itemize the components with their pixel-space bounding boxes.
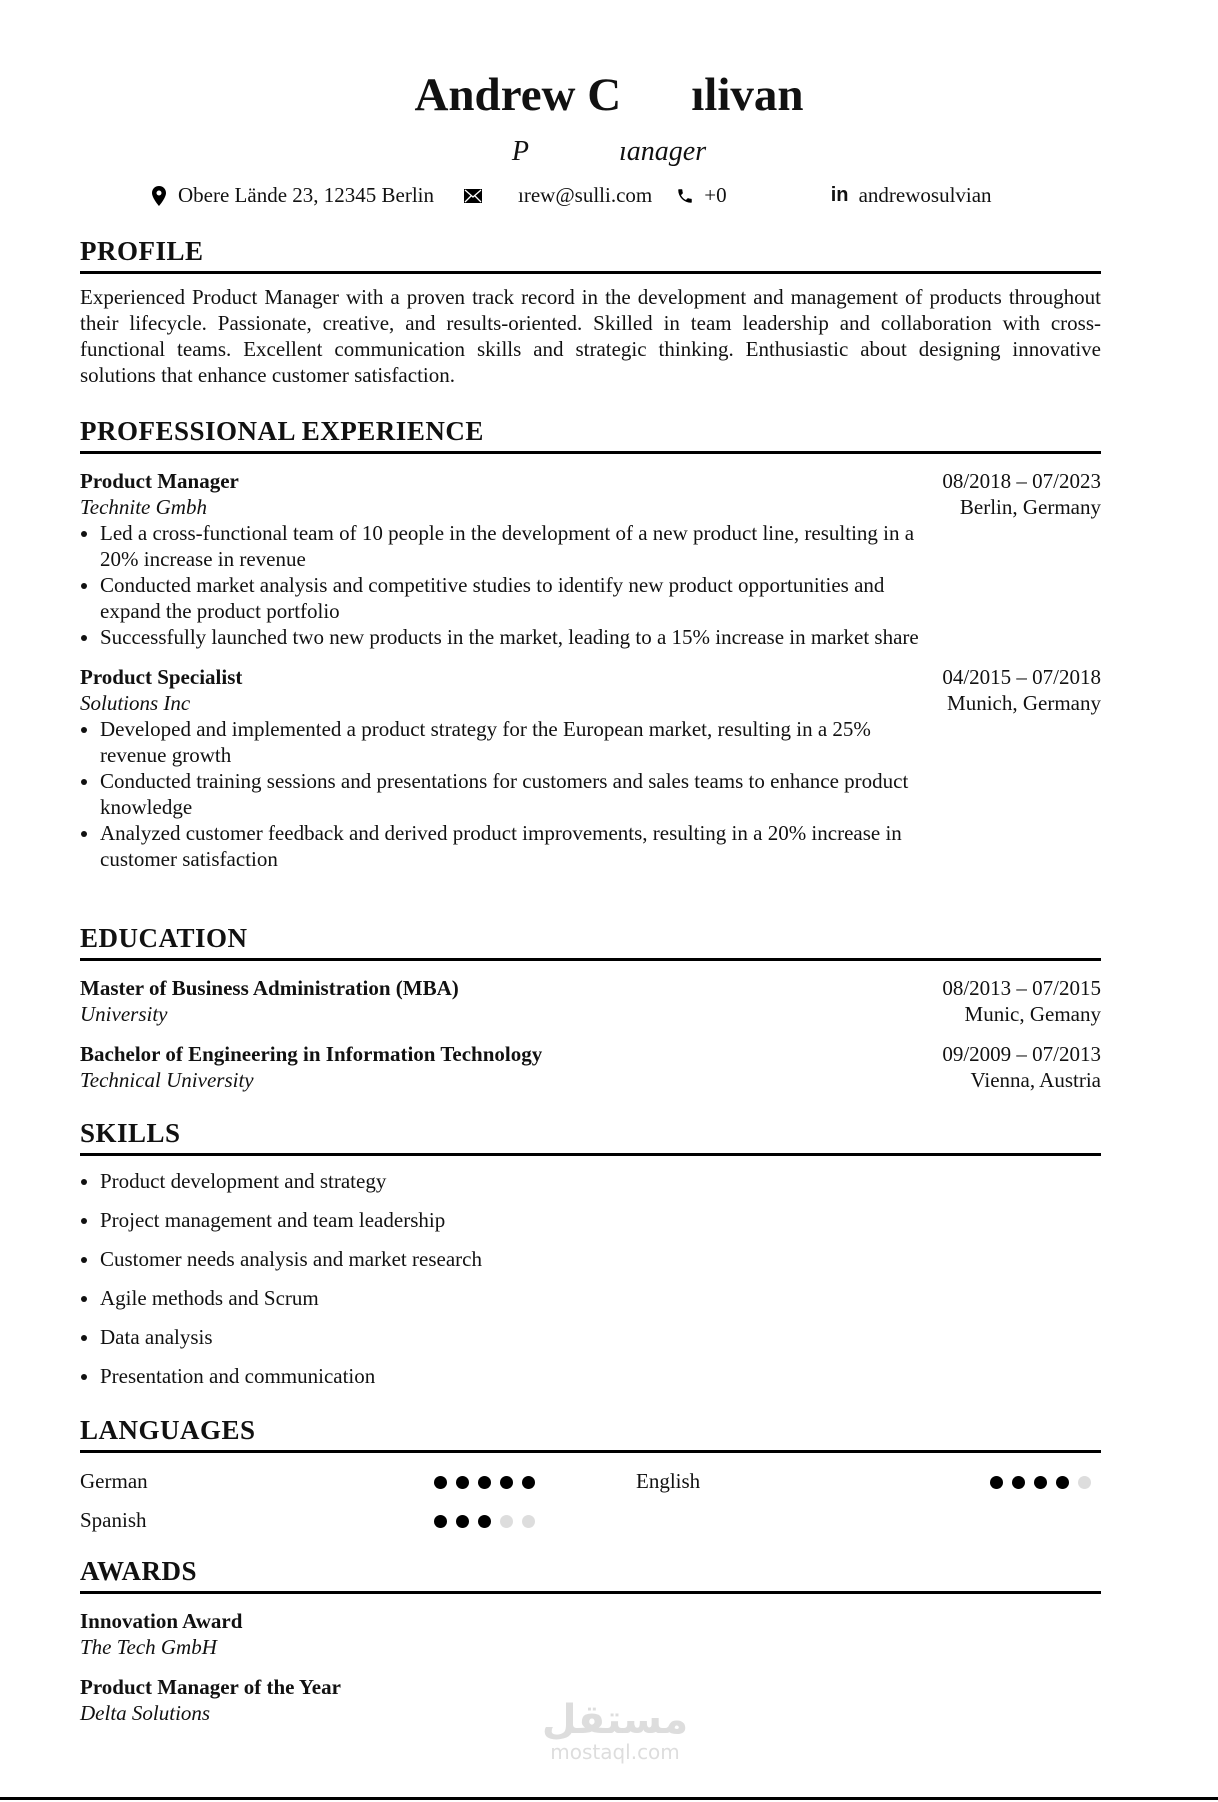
contact-bar	[150, 183, 1050, 208]
name-part: Andrew C	[414, 69, 622, 121]
profile-text: Experienced Product Manager with a proven track record in the development and management of products throughout their lifecycle. Passionate, creative, and results-oriented. Skilled in team leadership and collaboration with cross-functional teams. Excellent communication skills and strategic thinking. Enthusiastic about designing innovative solutions that enhance customer satisfaction.	[80, 285, 1101, 387]
page-bottom-border	[0, 1797, 1218, 1800]
rating-dot-empty	[1078, 1476, 1091, 1489]
rating-dot-empty	[500, 1515, 513, 1528]
title-part: ıanager	[619, 136, 707, 167]
bullet-list	[80, 716, 942, 872]
address-text: Obere Lände 23, 12345 Berlin	[178, 183, 435, 207]
award-org: Delta Solutions	[80, 1701, 211, 1725]
skill-item: • Data analysis	[100, 1318, 942, 1357]
award-title: Product Manager of the Year	[80, 1675, 341, 1699]
section-heading: PROFILE	[80, 236, 1101, 274]
section-heading: SKILLS	[80, 1118, 1101, 1156]
linkedin-text[interactable]: andrewosulvian	[858, 183, 992, 207]
experience-entry	[80, 664, 1101, 872]
experience-section	[80, 416, 1101, 872]
name-part: ılivan	[691, 69, 804, 121]
dates: 08/2018 – 07/2023	[942, 469, 1101, 493]
award-entry	[80, 1608, 1101, 1660]
skills-section	[80, 1118, 1101, 1396]
award-org: The Tech GmbH	[80, 1635, 217, 1659]
rating-dot-filled	[478, 1476, 491, 1489]
rating-dot-filled	[990, 1476, 1003, 1489]
bullet: • Conducted training sessions and presentations for customers and sales teams to enhance product knowledge	[100, 768, 942, 820]
languages-section	[80, 1415, 1101, 1555]
section-heading: EDUCATION	[80, 923, 1101, 961]
rating-dot-filled	[1034, 1476, 1047, 1489]
watermark-latin: mostaql.com	[550, 1740, 680, 1764]
candidate-name	[0, 68, 1218, 122]
watermark-arabic: مستقل	[541, 1697, 689, 1743]
bullet: • Successfully launched two new products in the market, leading to a 15% increase in market share	[100, 624, 942, 650]
bullet: • Led a cross-functional team of 10 people in the development of a new product line, resulting in a 20% increase in revenue	[100, 520, 942, 572]
rating-dot-empty	[522, 1515, 535, 1528]
contact-address	[150, 183, 434, 208]
email-text[interactable]: ırew@sulli.com	[518, 183, 653, 207]
location: Munic, Gemany	[964, 1002, 1101, 1026]
phone-text[interactable]: +0	[704, 183, 727, 207]
bullet-list	[80, 520, 942, 650]
profile-section	[80, 236, 1101, 388]
contact-email[interactable]	[464, 183, 652, 208]
section-heading: AWARDS	[80, 1556, 1101, 1594]
bullet: • Developed and implemented a product strategy for the European market, resulting in a 25% revenue growth	[100, 716, 942, 768]
language-name: Spanish	[80, 1508, 147, 1532]
envelope-icon	[464, 186, 482, 206]
school: Technical University	[80, 1068, 254, 1092]
rating-dot-filled	[434, 1515, 447, 1528]
language-name: English	[636, 1469, 701, 1493]
location: Berlin, Germany	[959, 495, 1101, 519]
rating-dot-filled	[1056, 1476, 1069, 1489]
education-entry	[80, 1041, 1101, 1093]
language-rating	[434, 1515, 535, 1528]
school: University	[80, 1002, 168, 1026]
job-role: Product Specialist	[80, 665, 243, 689]
rating-dot-filled	[1012, 1476, 1025, 1489]
education-entry	[80, 975, 1101, 1027]
map-pin-icon	[150, 186, 168, 206]
award-title: Innovation Award	[80, 1609, 243, 1633]
degree: Bachelor of Engineering in Information Technology	[80, 1042, 543, 1066]
contact-phone[interactable]	[676, 183, 726, 208]
section-heading: LANGUAGES	[80, 1415, 1101, 1453]
dates: 04/2015 – 07/2018	[942, 665, 1101, 689]
degree: Master of Business Administration (MBA)	[80, 976, 459, 1000]
contact-linkedin[interactable]	[831, 183, 992, 208]
watermark	[530, 1697, 700, 1764]
job-role: Product Manager	[80, 469, 239, 493]
skills-list	[80, 1162, 942, 1396]
experience-entry	[80, 468, 1101, 650]
bullet: • Analyzed customer feedback and derived product improvements, resulting in a 20% increase in customer satisfaction	[100, 820, 942, 872]
rating-dot-filled	[522, 1476, 535, 1489]
rating-dot-filled	[478, 1515, 491, 1528]
skill-item: • Project management and team leadership	[100, 1201, 942, 1240]
skill-item: • Customer needs analysis and market research	[100, 1240, 942, 1279]
rating-dot-filled	[456, 1515, 469, 1528]
skill-item: • Presentation and communication	[100, 1357, 942, 1396]
bullet: • Conducted market analysis and competitive studies to identify new product opportunities and expand the product portfolio	[100, 572, 942, 624]
rating-dot-filled	[500, 1476, 513, 1489]
job-title	[0, 136, 1218, 168]
company: Technite Gmbh	[80, 495, 207, 519]
rating-dot-filled	[434, 1476, 447, 1489]
dates: 08/2013 – 07/2015	[942, 976, 1101, 1000]
linkedin-icon: in	[830, 184, 849, 206]
skill-item: • Product development and strategy	[100, 1162, 942, 1201]
education-section	[80, 923, 1101, 1093]
phone-icon	[676, 186, 694, 206]
location: Munich, Germany	[947, 691, 1101, 715]
language-rating	[434, 1476, 535, 1489]
skill-item: • Agile methods and Scrum	[100, 1279, 942, 1318]
title-part: P	[511, 136, 529, 167]
rating-dot-filled	[456, 1476, 469, 1489]
section-heading: PROFESSIONAL EXPERIENCE	[80, 416, 1101, 454]
language-name: German	[80, 1469, 148, 1493]
language-rating	[990, 1476, 1091, 1489]
dates: 09/2009 – 07/2013	[942, 1042, 1101, 1066]
location: Vienna, Austria	[970, 1068, 1101, 1092]
company: Solutions Inc	[80, 691, 191, 715]
